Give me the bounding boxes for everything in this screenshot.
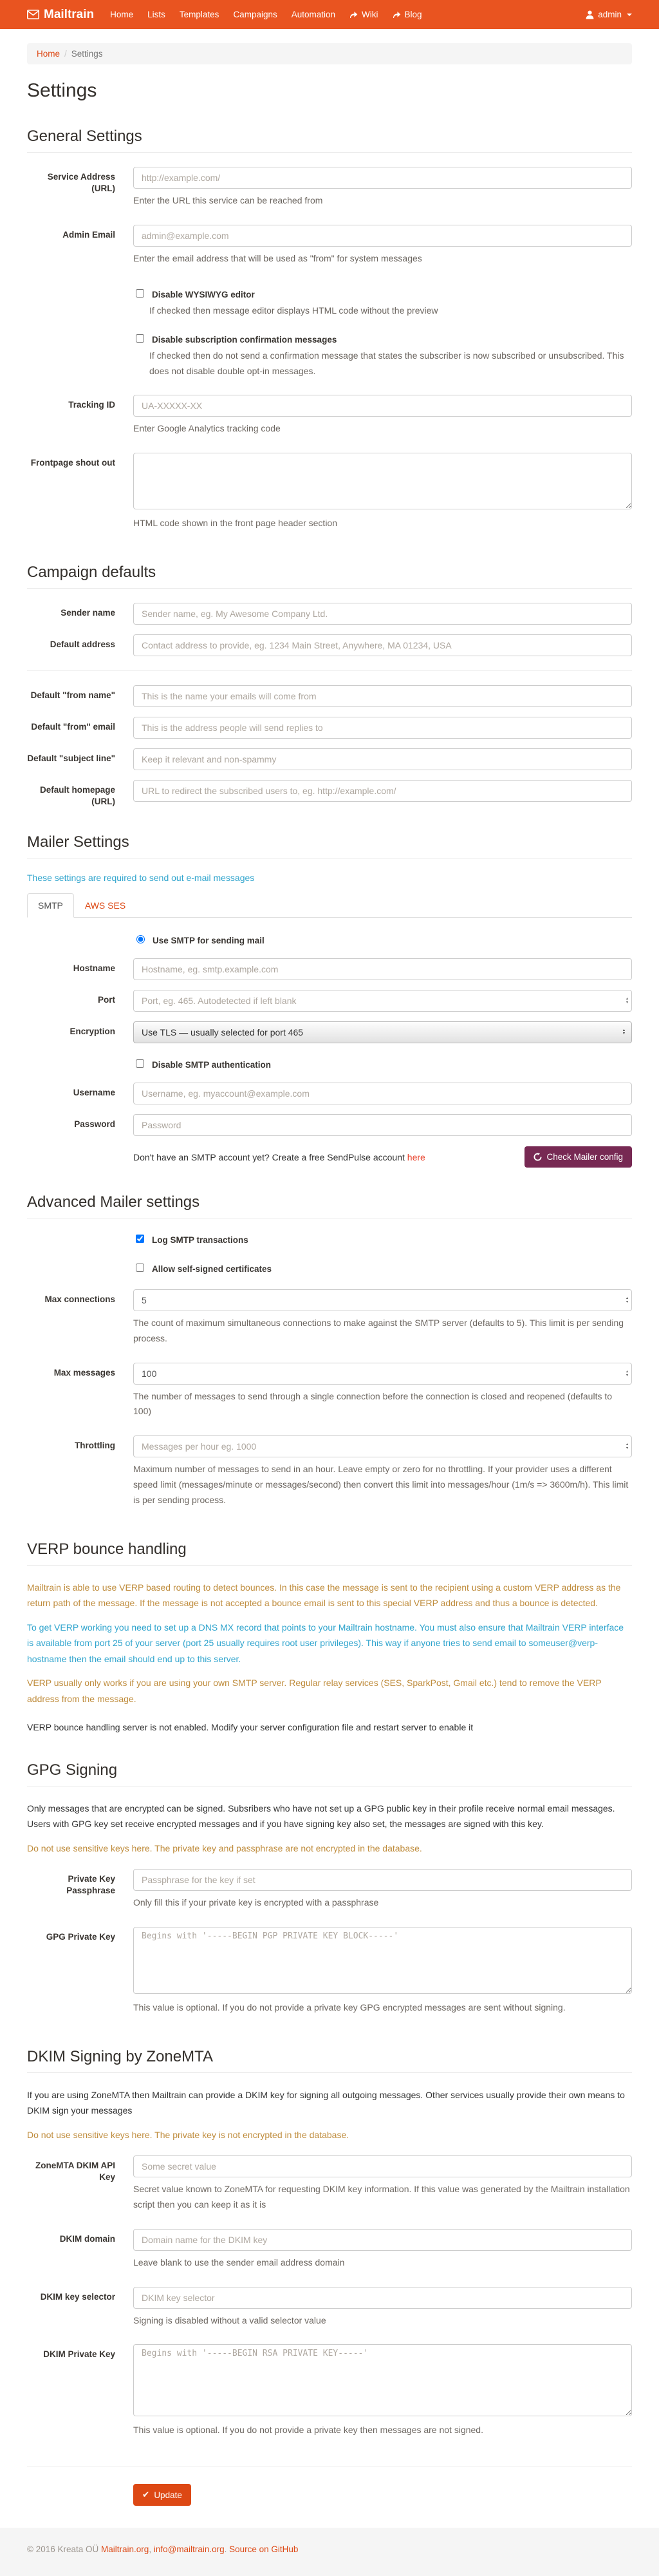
use-smtp-radio[interactable] (136, 935, 145, 943)
shoutout-help: HTML code shown in the front page header section (133, 517, 338, 528)
form-group-admin-email (27, 225, 632, 273)
chevron-down-icon (627, 14, 632, 16)
form-group-default-address (27, 634, 632, 656)
verp-paragraph-1: Mailtrain is able to use VERP based routing to detect bounces. In this case the message is sent to the recipient using a custom VERP address as the return path of the message. If the message is not accepted a bounce email is sent to this special VERP address and thus a bounce is detected. (27, 1582, 621, 1609)
tab-aws-ses[interactable]: AWS SES (84, 900, 126, 911)
use-smtp-label: Use SMTP for sending mail (153, 936, 265, 946)
self-signed-label: Allow self-signed certificates (152, 1264, 272, 1274)
disable-wysiwyg-help: If checked then message editor displays HTML code without the preview (149, 305, 438, 316)
default-address-input[interactable] (133, 634, 632, 656)
username-label: Username (73, 1088, 115, 1098)
gpg-warning: Do not use sensitive keys here. The private key and passphrase are not encrypted in the database. (27, 1842, 422, 1853)
homepage-input[interactable] (133, 780, 632, 802)
disable-confirmation-option[interactable] (133, 332, 632, 345)
form-group-dkim-selector (27, 2287, 632, 2335)
admin-email-input[interactable] (133, 225, 632, 247)
gpg-passphrase-input[interactable] (133, 1869, 632, 1891)
user-icon (586, 10, 594, 19)
gpg-private-key-label: GPG Private Key (46, 1931, 115, 1942)
nav-campaigns-label: Campaigns (233, 10, 277, 19)
log-smtp-option[interactable] (133, 1233, 632, 1245)
select-arrows-icon: ▴ ▾ (622, 1028, 625, 1036)
disable-confirmation-help: If checked then do not send a confirmation message that states the subscriber is now subscribed or unsubscribed. This does not disable double opt-in messages. (149, 350, 624, 377)
self-signed-row (133, 1262, 632, 1274)
tab-smtp[interactable]: SMTP (27, 893, 74, 918)
form-group-dkim-private-key (27, 2344, 632, 2445)
external-share-icon (393, 11, 401, 19)
nav-templates-label: Templates (179, 10, 219, 19)
default-address-label: Default address (50, 639, 115, 649)
dkim-paragraph: If you are using ZoneMTA then Mailtrain can provide a DKIM key for signing all outgoing messages. Other services usually provide their own means to DKIM sign your messages (27, 2089, 625, 2116)
number-spinner[interactable]: ▴ ▾ (626, 997, 628, 1005)
sendpulse-here-link[interactable]: here (407, 1151, 425, 1162)
gpg-passphrase-label: Private Key Passphrase (66, 1874, 115, 1896)
number-spinner[interactable]: ▴ ▾ (626, 1296, 628, 1305)
update-button[interactable] (133, 2484, 191, 2506)
admin-email-help: Enter the email address that will be used as "from" for system messages (133, 252, 422, 263)
footer-copyright: © 2016 Kreata OÜ (27, 2544, 99, 2555)
form-group-sender-name (27, 603, 632, 625)
password-input[interactable] (133, 1114, 632, 1136)
mailer-required-note[interactable]: These settings are required to send out e-mail messages (27, 873, 255, 884)
verp-status-text: VERP bounce handling server is not enabled. Modify your server configuration file and restart server to enable it (27, 1722, 474, 1733)
dkim-domain-input[interactable] (133, 2229, 632, 2251)
dkim-api-key-help: Secret value known to ZoneMTA for requesting DKIM key information. If this value was generated by the Mailtrain installation script then you can keep it as it is (133, 2184, 630, 2210)
nav-lists-label: Lists (147, 10, 165, 19)
check-mailer-config-button[interactable] (524, 1146, 632, 1168)
disable-smtp-auth-label: Disable SMTP authentication (152, 1060, 272, 1070)
mailer-tabs (27, 893, 632, 918)
sender-name-label: Sender name (60, 607, 115, 618)
nav-wiki-label: Wiki (362, 10, 378, 19)
form-group-shoutout (27, 453, 632, 538)
max-messages-label: Max messages (53, 1367, 115, 1378)
encryption-selected-value: Use TLS — usually selected for port 465 (142, 1027, 304, 1038)
sendpulse-text-body: Don't have an SMTP account yet? Create a free SendPulse account (133, 1151, 405, 1162)
form-group-homepage (27, 780, 632, 808)
user-menu-label: admin (598, 10, 622, 19)
nav-templates[interactable] (172, 0, 227, 29)
breadcrumb-current: Settings (71, 49, 103, 59)
dkim-warning: Do not use sensitive keys here. The private key is not encrypted in the database. (27, 2129, 349, 2140)
verp-paragraph-3: VERP usually only works if you are using your own SMTP server. Regular relay services (SES, SparkPost, Gmail etc.) tend to remove the VERP address from the message. (27, 1678, 602, 1704)
nav-wiki[interactable] (342, 0, 385, 29)
from-email-input[interactable] (133, 717, 632, 739)
nav-campaigns[interactable] (226, 0, 284, 29)
disable-confirmation-row (133, 332, 632, 345)
form-group-max-connections (27, 1289, 632, 1353)
disable-confirmation-checkbox[interactable] (136, 334, 144, 343)
dkim-selector-label: DKIM key selector (40, 2291, 115, 2302)
disable-confirmation-label: Disable subscription confirmation messages (152, 335, 337, 345)
brand-label: Mailtrain (44, 7, 95, 21)
nav-automation[interactable] (284, 0, 342, 29)
max-connections-input[interactable] (133, 1289, 632, 1311)
footer-github-link[interactable]: Source on GitHub (229, 2544, 299, 2555)
self-signed-option[interactable] (133, 1262, 632, 1274)
breadcrumb (27, 43, 632, 64)
section-mailer-settings: Mailer Settings (27, 833, 632, 858)
from-name-input[interactable] (133, 685, 632, 707)
page-title: Settings (27, 80, 97, 101)
form-group-throttling (27, 1435, 632, 1514)
nav-blog-label: Blog (404, 10, 422, 19)
max-connections-label: Max connections (44, 1294, 115, 1305)
gpg-paragraph: Only messages that are encrypted can be signed. Subsribers who have not set up a GPG public key in their profile receive normal email messages. Users with GPG key set receive encrypted messages and if you have signing key also set, the messages are signed with this key. (27, 1803, 615, 1830)
nav-home[interactable] (103, 0, 140, 29)
nav-automation-label: Automation (291, 10, 336, 19)
form-group-max-messages (27, 1363, 632, 1426)
encryption-label: Encryption (70, 1027, 115, 1037)
dkim-api-key-input[interactable] (133, 2155, 632, 2177)
service-url-help: Enter the URL this service can be reached from (133, 195, 323, 205)
form-group-gpg-private-key (27, 1927, 632, 2022)
max-messages-input[interactable] (133, 1363, 632, 1385)
check-icon: ✔ (142, 2490, 150, 2500)
dkim-domain-help: Leave blank to use the sender email address domain (133, 2257, 345, 2268)
update-button-label: Update (154, 2490, 182, 2500)
disable-smtp-auth-option[interactable] (133, 1057, 632, 1070)
max-messages-help: The number of messages to send through a single connection before the connection is closed and reopened (defaults to 100) (133, 1390, 613, 1417)
disable-wysiwyg-option[interactable] (133, 287, 632, 299)
form-group-from-email (27, 717, 632, 739)
dkim-selector-input[interactable] (133, 2287, 632, 2309)
sendpulse-text (133, 1152, 425, 1162)
external-share-icon (349, 11, 358, 19)
dkim-api-key-label: ZoneMTA DKIM API Key (35, 2161, 115, 2183)
from-email-label: Default "from" email (31, 721, 115, 732)
form-group-username (27, 1083, 632, 1104)
envelope-icon (27, 10, 39, 19)
disable-wysiwyg-label: Disable WYSIWYG editor (152, 289, 255, 299)
refresh-icon (534, 1153, 542, 1161)
encryption-select[interactable] (133, 1021, 632, 1043)
section-general-settings: General Settings (27, 128, 632, 153)
dkim-private-key-help: This value is optional. If you do not provide a private key then messages are not signed. (133, 2425, 483, 2436)
log-smtp-checkbox[interactable] (136, 1235, 144, 1243)
disable-wysiwyg-checkbox[interactable] (136, 289, 144, 298)
form-group-password (27, 1114, 632, 1136)
subject-line-input[interactable] (133, 748, 632, 770)
top-navbar (0, 0, 659, 29)
check-mailer-config-label: Check Mailer config (546, 1152, 623, 1162)
form-group-from-name (27, 685, 632, 707)
port-input[interactable] (133, 990, 632, 1012)
hostname-input[interactable] (133, 958, 632, 980)
tracking-id-label: Tracking ID (68, 399, 115, 410)
form-group-dkim-api-key (27, 2155, 632, 2219)
sender-name-input[interactable] (133, 603, 632, 625)
service-url-input[interactable] (133, 167, 632, 189)
max-connections-help: The count of maximum simultaneous connections to make against the SMTP server (defaults to 5). This limit is per sending process. (133, 1318, 624, 1343)
password-label: Password (74, 1119, 115, 1130)
footer-separator: . (224, 2544, 227, 2555)
gpg-passphrase-help: Only fill this if your private key is encrypted with a passphrase (133, 1897, 379, 1908)
footer-separator: , (149, 2544, 152, 2555)
port-label: Port (98, 995, 115, 1005)
section-advanced-mailer: Advanced Mailer settings (27, 1193, 632, 1218)
admin-email-label: Admin Email (62, 229, 115, 240)
number-spinner[interactable]: ▴ ▾ (626, 1369, 628, 1378)
breadcrumb-separator: / (64, 49, 67, 59)
hostname-label: Hostname (73, 963, 115, 974)
tracking-id-input[interactable] (133, 395, 632, 417)
tracking-id-help: Enter Google Analytics tracking code (133, 422, 281, 433)
form-group-subject-line (27, 748, 632, 770)
self-signed-checkbox[interactable] (136, 1264, 144, 1272)
homepage-label: Default homepage (URL) (39, 784, 115, 806)
nav-links (103, 0, 429, 29)
breadcrumb-home-link[interactable]: Home (37, 49, 60, 59)
from-name-label: Default "from name" (30, 690, 115, 700)
dkim-private-key-textarea[interactable] (133, 2344, 632, 2416)
use-smtp-option[interactable] (133, 933, 632, 945)
form-group-tracking-id (27, 395, 632, 443)
username-input[interactable] (133, 1083, 632, 1104)
gpg-private-key-help: This value is optional. If you do not provide a private key GPG encrypted messages are sent without signing. (133, 2002, 566, 2012)
page-footer (0, 2528, 659, 2576)
gpg-private-key-textarea[interactable] (133, 1927, 632, 1994)
throttling-input[interactable] (133, 1435, 632, 1457)
form-group-service-url (27, 167, 632, 215)
subject-line-label: Default "subject line" (27, 753, 115, 763)
use-smtp-row (133, 933, 632, 945)
divider (27, 670, 632, 671)
user-menu[interactable] (586, 0, 632, 29)
dkim-domain-label: DKIM domain (59, 2233, 115, 2244)
form-group-gpg-passphrase (27, 1869, 632, 1917)
disable-smtp-auth-checkbox[interactable] (136, 1059, 144, 1068)
disable-wysiwyg-row (133, 287, 632, 299)
log-smtp-label: Log SMTP transactions (152, 1235, 248, 1245)
nav-home-label: Home (110, 10, 134, 19)
form-group-port (27, 990, 632, 1012)
log-smtp-row (133, 1233, 632, 1245)
verp-paragraph-2: To get VERP working you need to set up a DNS MX record that points to your Mailtrain hostname. You must also ensure that Mailtrain VERP interface is available from port 25 of your server (port 25 usually requires root user privileges). This way if anyone tries to send email to someuser@verp-hostname then the email should end up to this server. (27, 1622, 624, 1664)
nav-lists[interactable] (140, 0, 172, 29)
section-dkim: DKIM Signing by ZoneMTA (27, 2048, 632, 2073)
service-url-label: Service Address (URL) (47, 172, 115, 194)
section-campaign-defaults: Campaign defaults (27, 564, 632, 589)
footer-email-link[interactable]: info@mailtrain.org (153, 2544, 225, 2555)
shoutout-textarea[interactable] (133, 453, 632, 509)
shoutout-label: Frontpage shout out (30, 457, 115, 468)
throttling-label: Throttling (75, 1441, 115, 1451)
nav-blog[interactable] (385, 0, 429, 29)
section-gpg: GPG Signing (27, 1761, 632, 1786)
form-group-encryption (27, 1021, 632, 1043)
form-group-hostname (27, 958, 632, 980)
section-verp: VERP bounce handling (27, 1540, 632, 1566)
dkim-selector-help: Signing is disabled without a valid selector value (133, 2315, 326, 2325)
sendpulse-row (133, 1146, 632, 1168)
dkim-private-key-label: DKIM Private Key (43, 2349, 115, 2360)
brand-link[interactable] (27, 8, 94, 22)
disable-smtp-auth-row (133, 1057, 632, 1070)
throttling-help: Maximum number of messages to send in an hour. Leave empty or zero for no throttling. If your provider uses a different speed limit (messages/minute or messages/second) then convert this limit into messages/hour (1m/s => 3600m/h). This limit is per sending process. (133, 1464, 629, 1505)
footer-mailtrain-link[interactable]: Mailtrain.org (101, 2544, 149, 2555)
form-group-dkim-domain (27, 2229, 632, 2277)
number-spinner[interactable]: ▴ ▾ (626, 1443, 628, 1451)
